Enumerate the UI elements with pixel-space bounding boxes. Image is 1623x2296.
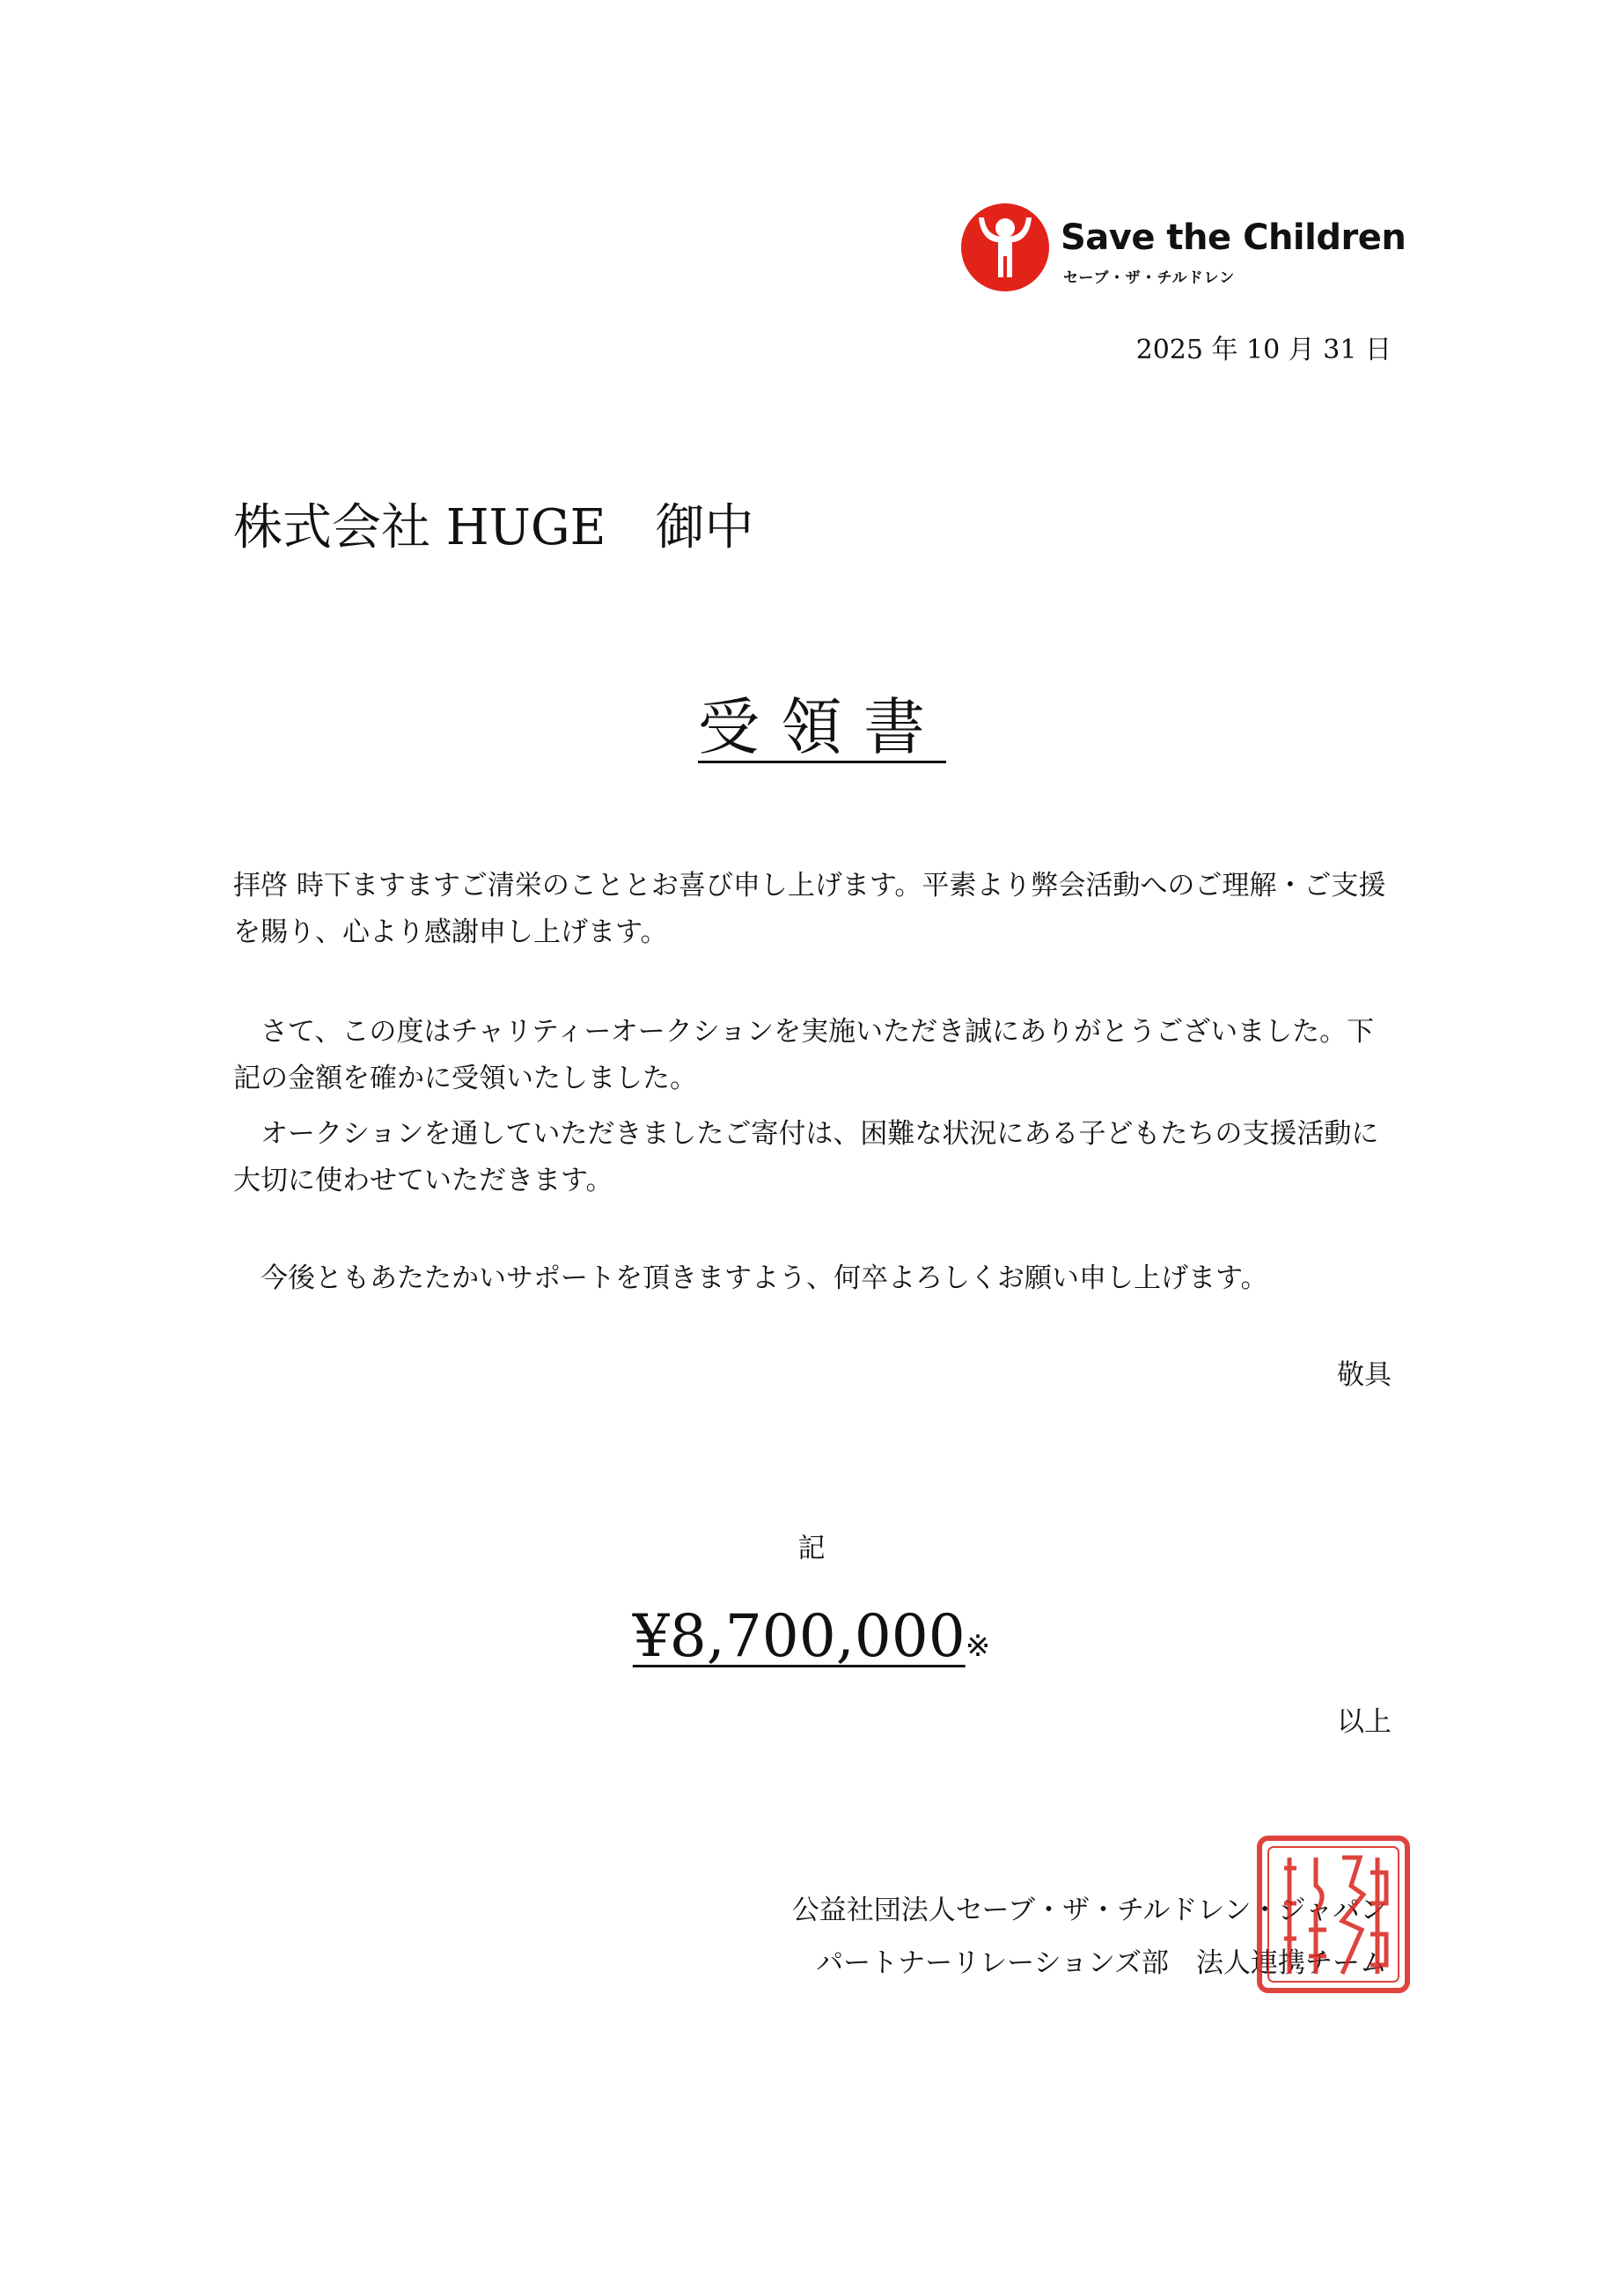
organization-name: 公益社団法人セーブ・ザ・チルドレン・ジャパン	[791, 1895, 1387, 1926]
amount-note-mark: ※	[965, 1629, 991, 1664]
document-title-text: 受領書	[698, 691, 946, 763]
paragraph-greeting: 拝啓 時下ますますご清栄のこととお喜び申し上げます。平素より弊会活動へのご理解・ご支援を賜り、心より感謝申し上げます。	[233, 870, 1386, 948]
logo-subtitle: セーブ・ザ・チルドレン	[1063, 269, 1236, 287]
closing-word: 敬具	[1337, 1359, 1392, 1391]
amount-row	[0, 1602, 1623, 1670]
issue-date: 2025 年 10 月 31 日	[1135, 335, 1392, 365]
logo-name: Save the Children	[1061, 217, 1406, 258]
organization-department: パートナーリレーションズ部 法人連携チーム	[816, 1947, 1387, 1979]
paragraph-thanks: さて、この度はチャリティーオークションを実施いただき誠にありがとうございました。下記の金額を確かに受領いたしました。	[233, 1016, 1375, 1094]
amount-value: ¥8,700,000	[632, 1602, 966, 1670]
save-the-children-logo	[959, 198, 1406, 295]
paragraph-closing: 今後ともあたたかいサポートを頂きますよう、何卒よろしくお願い申し上げます。	[233, 1262, 1268, 1294]
child-figure-icon	[959, 202, 1051, 293]
ki-heading: 記	[797, 1533, 826, 1564]
ijou-end-mark: 以上	[1337, 1706, 1392, 1738]
official-seal-stamp	[1254, 1833, 1413, 1996]
recipient: 株式会社 HUGE 御中	[233, 499, 754, 556]
paragraph-usage: オークションを通していただきましたご寄付は、困難な状況にある子どもたちの支援活動に大切に使わせていただきます。	[233, 1118, 1379, 1196]
document-title	[0, 678, 1623, 767]
